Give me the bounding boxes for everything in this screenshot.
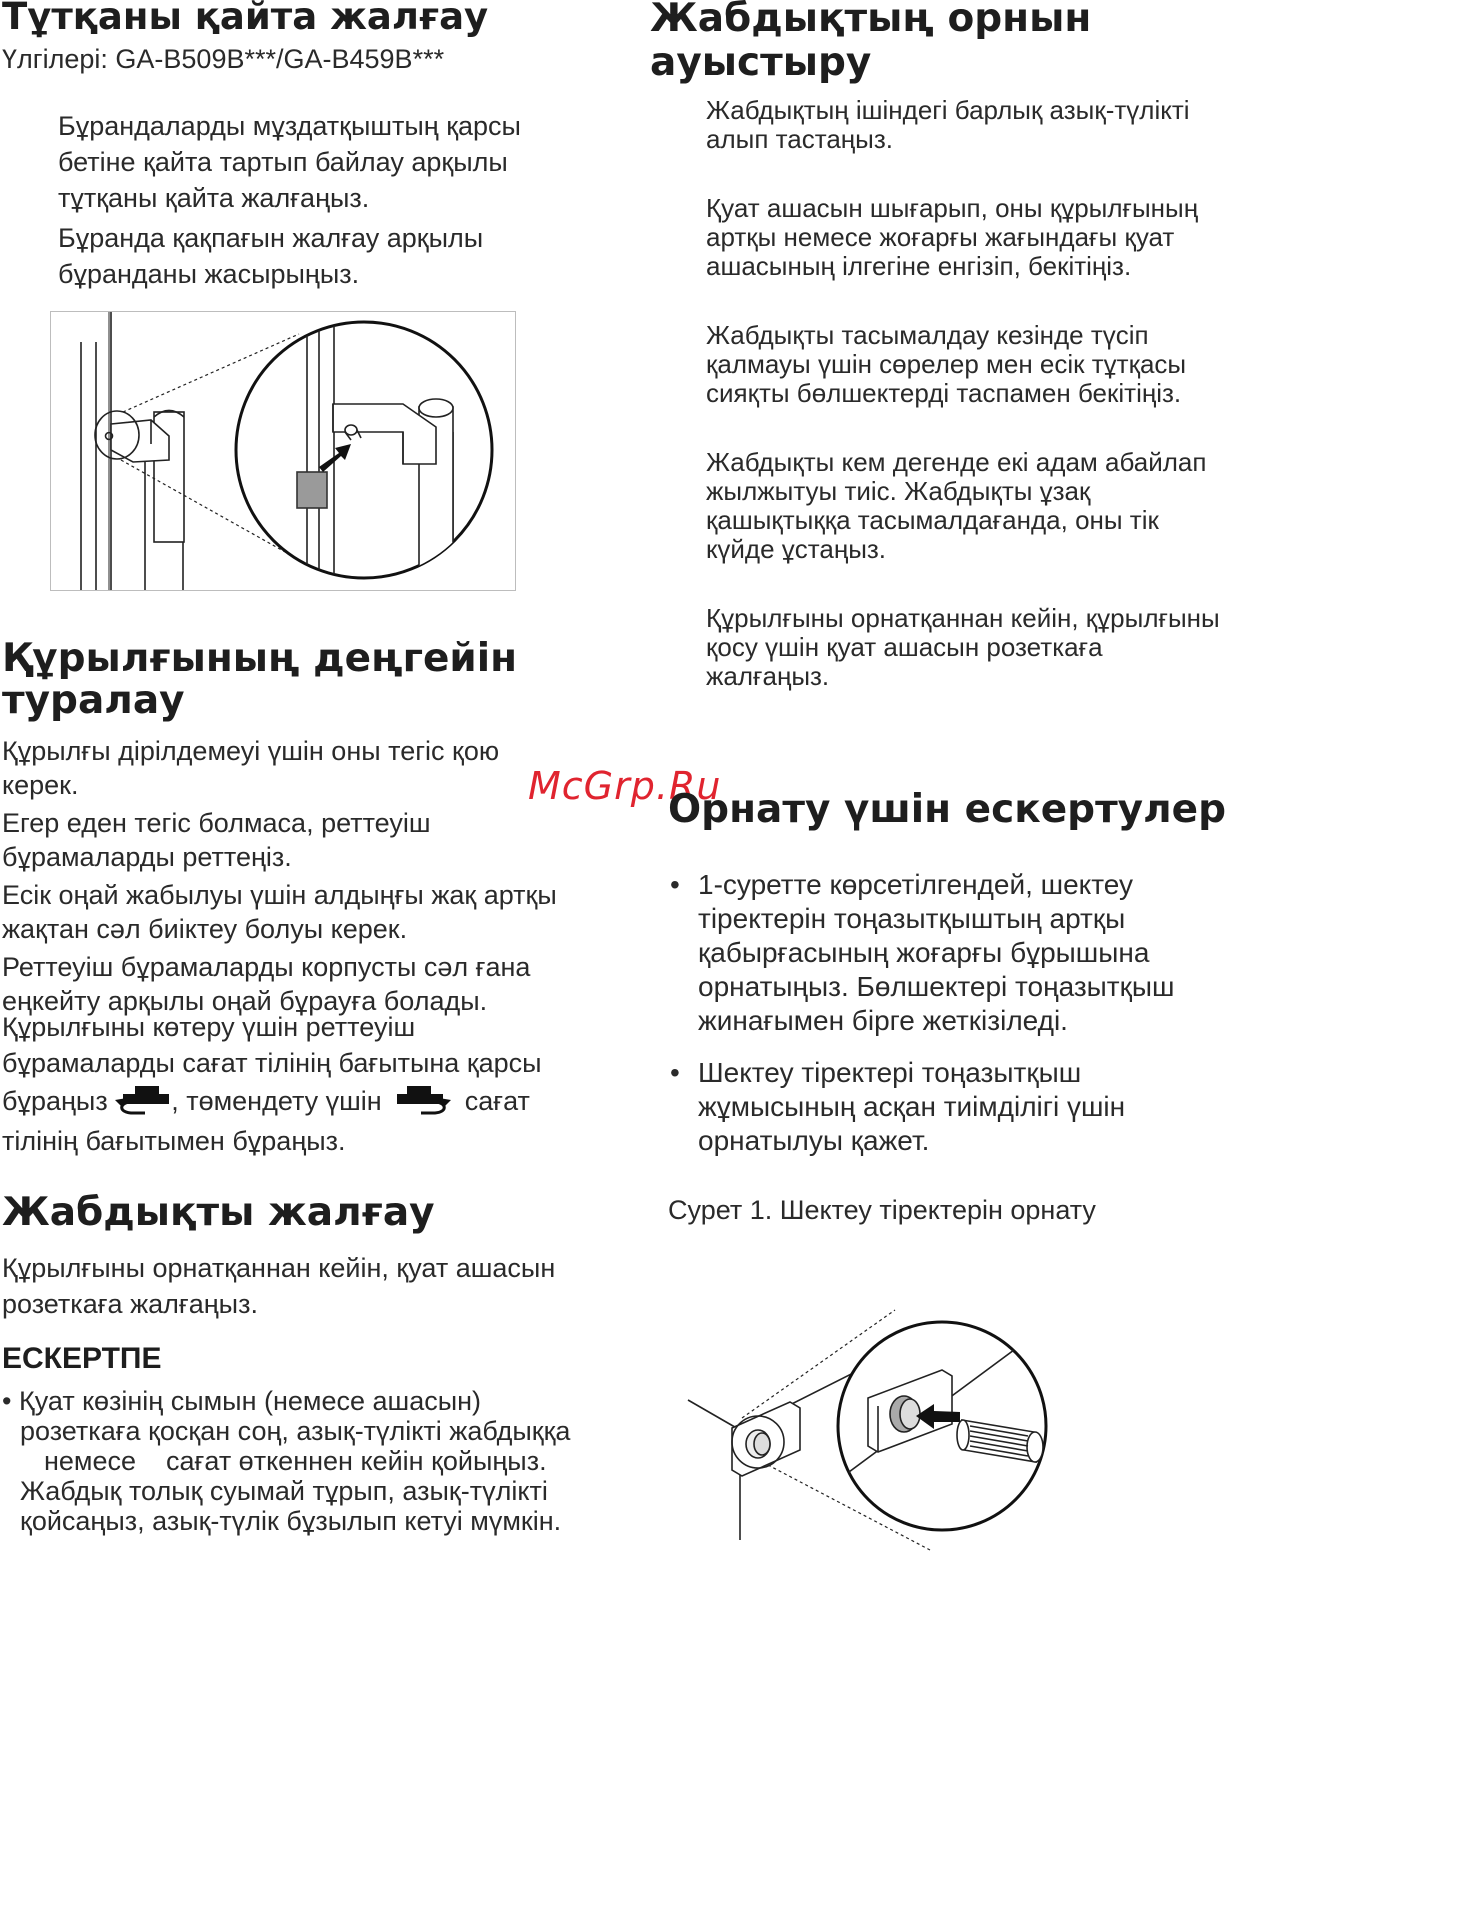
handle-title: Тұтқаны қайта жалғау bbox=[2, 0, 489, 38]
leveling-p5-lower-label: , төмендету үшін bbox=[171, 1086, 382, 1117]
move-paragraph-4: Жабдықты кем дегенде екі адам абайлап жылжытуы тиіс. Жабдықты ұзақ қашықтыққа тасымалдағанда, оны тік күйде ұстаңыз. bbox=[706, 447, 1207, 564]
connect-paragraph: Құрылғыны орнатқаннан кейін, қуат ашасын розеткаға жалғаңыз. bbox=[2, 1253, 556, 1319]
connect-title: Жабдықты жалғау bbox=[2, 1190, 435, 1235]
handle-paragraph-1: Бұрандаларды мұздатқыштың қарсы бетіне қайта тартып байлау арқылы тұтқаны қайта жалғаңыз. bbox=[58, 111, 521, 213]
leveling-p5-line-1: Құрылғыны көтеру үшін реттеуіш bbox=[2, 1012, 416, 1042]
move-paragraph-3: Жабдықты тасымалдау кезінде түсіп қалмауы үшін сөрелер мен есік тұтқасы сияқты бөлшектерді таспамен бекітіңіз. bbox=[706, 320, 1187, 408]
leveling-instructions bbox=[2, 734, 562, 1018]
install-bullet-2: • Шектеу тіректері тоңазытқыш жұмысының асқан тиімділігі үшін орнатылуы қажет. bbox=[670, 1057, 1126, 1156]
leveling-p5-line-3 bbox=[2, 1082, 562, 1124]
note-line-5: қойсаңыз, азық-түлік бұзылып кетуі мүмкін. bbox=[20, 1506, 562, 1536]
note-line-4: Жабдық толық суымай тұрып, азық-түлікті bbox=[20, 1476, 548, 1506]
leveling-title-line-1: Құрылғының деңгейін bbox=[2, 636, 518, 681]
install-bullet-1: • 1-суретте көрсетілгендей, шектеу тіректерін тоңазытқыштың артқы қабырғасының жоғарғы бұрышына орнатыңыз. Бөлшектері тоңазытқыш жинағымен бірге жеткізіледі. bbox=[670, 869, 1175, 1036]
leveling-paragraph-1: Құрылғы дірілдемеуі үшін оны тегіс қою керек. bbox=[2, 736, 500, 800]
note-body bbox=[2, 1386, 572, 1536]
leveling-paragraph-3: Есік оңай жабылуы үшін алдыңғы жақ артқы жақтан сәл биіктеу болуы керек. bbox=[2, 880, 557, 944]
leveling-p5-line-2: бұрамаларды сағат тілінің бағытына қарсы bbox=[2, 1048, 542, 1078]
move-title bbox=[650, 0, 1091, 88]
spacer-figure bbox=[680, 1290, 1075, 1560]
leveling-p5-clock-label: сағат bbox=[464, 1086, 530, 1117]
install-bullet-2-text: Шектеу тіректері тоңазытқыш жұмысының асқан тиімділігі үшін орнатылуы қажет. bbox=[698, 1057, 1126, 1156]
move-title-line-1: Жабдықтың орнын bbox=[650, 0, 1092, 41]
leveling-paragraph-4: Реттеуіш бұрамаларды корпусты сәл ғана еңкейту арқылы оңай бұрауға болады. bbox=[2, 952, 531, 1016]
leveling-p5-line-4: тілінің бағытымен бұраңыз. bbox=[2, 1126, 346, 1156]
leveling-title bbox=[2, 634, 517, 726]
note-title: ЕСКЕРТПЕ bbox=[2, 1342, 162, 1375]
leveling-paragraph-5 bbox=[2, 1010, 562, 1158]
leveling-title-line-2: туралау bbox=[2, 678, 185, 723]
models-label: Үлгілері: GA-B509B***/GA-B459B*** bbox=[2, 44, 445, 74]
watermark: McGrp.Ru bbox=[528, 764, 722, 808]
install-bullets bbox=[668, 868, 1208, 1158]
note-line-3: немесе сағат өткеннен кейін қойыңыз. bbox=[44, 1446, 547, 1476]
counterclockwise-arrow-icon bbox=[115, 1082, 171, 1124]
handle-illustration bbox=[51, 312, 515, 590]
note-line-2: розеткаға қосқан соң, азық-түлікті жабдыққа bbox=[20, 1416, 571, 1446]
spacer-illustration bbox=[680, 1290, 1075, 1560]
leveling-paragraph-2: Егер еден тегіс болмаса, реттеуіш бұрамаларды реттеңіз. bbox=[2, 808, 431, 872]
install-bullet-1-text: 1-суретте көрсетілгендей, шектеу тіректерін тоңазытқыштың артқы қабырғасының жоғарғы бұрышына орнатыңыз. Бөлшектері тоңазытқыш жинағымен бірге жеткізіледі. bbox=[698, 869, 1175, 1036]
move-paragraph-2: Қуат ашасын шығарып, оны құрылғының артқы немесе жоғарғы жағындағы қуат ашасының ілгегіне енгізіп, бекітіңіз. bbox=[706, 193, 1199, 281]
leveling-p5-turn-label: бұраңыз bbox=[2, 1086, 108, 1117]
figure-caption: Сурет 1. Шектеу тіректерін орнату bbox=[668, 1195, 1096, 1225]
move-title-line-2: ауыстыру bbox=[650, 40, 872, 85]
clockwise-arrow-icon bbox=[395, 1082, 451, 1124]
handle-instructions bbox=[58, 108, 568, 292]
note-bullet: • bbox=[2, 1386, 12, 1416]
handle-figure bbox=[50, 311, 516, 591]
move-paragraph-1: Жабдықтың ішіндегі барлық азық-түлікті алып тастаңыз. bbox=[706, 95, 1190, 154]
move-instructions bbox=[706, 96, 1226, 691]
move-paragraph-5: Құрылғыны орнатқаннан кейін, құрылғыны қосу үшін қуат ашасын розеткаға жалғаңыз. bbox=[706, 603, 1220, 691]
handle-paragraph-2: Бұранда қақпағын жалғау арқылы бұранданы жасырыңыз. bbox=[58, 223, 484, 289]
install-title: Орнату үшін ескертулер bbox=[668, 787, 1227, 832]
note-line-1: Қуат көзінің сымын (немесе ашасын) bbox=[18, 1386, 482, 1416]
